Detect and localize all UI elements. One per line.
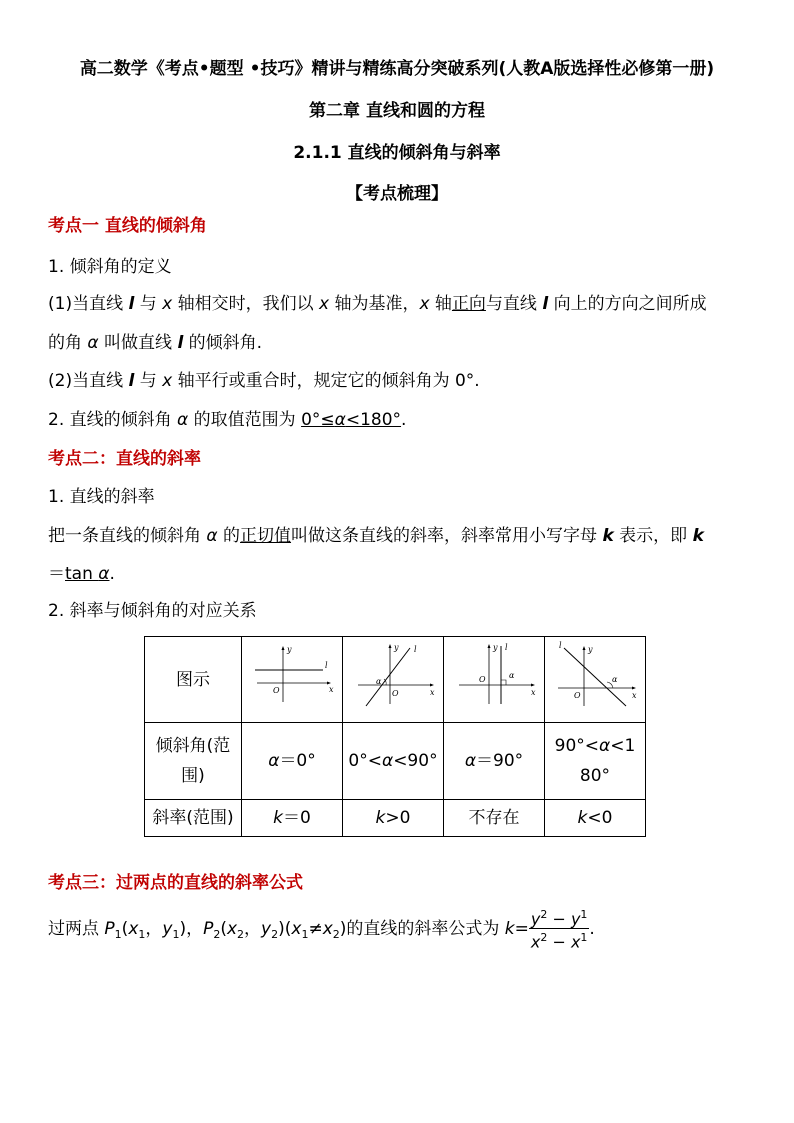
table-row <box>145 723 646 800</box>
point1-paragraph3: (2)当直线 l 与 x 轴平行或重合时，规定它的倾斜角为 0°. <box>48 371 480 391</box>
summary-heading: 【考点梳理】 <box>346 184 448 204</box>
svg-text:y: y <box>394 642 399 652</box>
svg-text:x: x <box>329 684 334 694</box>
point2-item1: 1. 直线的斜率 <box>48 487 155 507</box>
horizontal-line-diagram <box>247 640 337 710</box>
svg-text:α: α <box>376 676 382 686</box>
point3-heading: 考点三：过两点的直线的斜率公式 <box>48 873 303 893</box>
svg-text:O: O <box>392 688 399 698</box>
figure-horizontal-line <box>242 637 343 723</box>
point1-item1: 1. 倾斜角的定义 <box>48 257 172 277</box>
acute-angle-diagram <box>348 640 438 710</box>
table-row <box>145 800 646 837</box>
figure-obtuse-line <box>545 637 646 723</box>
svg-text:y: y <box>493 642 498 652</box>
slope-fraction: $\frac{y^2 - y^1}{x^2 - x^1}$ <box>530 908 588 952</box>
figure-vertical-line <box>444 637 545 723</box>
svg-text:x: x <box>632 690 637 700</box>
point2-item2: 2. 斜率与倾斜角的对应关系 <box>48 601 257 621</box>
point2-paragraph2: ＝tan α. <box>48 564 115 584</box>
row-label-figure: 图示 <box>145 637 242 723</box>
chapter-title: 第二章 直线和圆的方程 <box>309 101 485 121</box>
point1-paragraph2: 的角 α 叫做直线 l 的倾斜角. <box>48 333 263 353</box>
point1-item2: 2. 直线的倾斜角 α 的取值范围为 0°≤α<180°. <box>48 410 407 430</box>
angle-cell: 0°<α<90° <box>343 723 444 800</box>
table-row <box>145 637 646 723</box>
svg-text:x: x <box>430 687 435 697</box>
svg-text:α: α <box>509 670 515 680</box>
svg-text:l: l <box>414 644 417 654</box>
vertical-line-diagram <box>449 640 539 710</box>
slope-cell: 不存在 <box>444 800 545 837</box>
svg-text:α: α <box>612 674 618 684</box>
svg-text:y: y <box>588 644 593 654</box>
slope-formula: 过两点 $P_1(x_1$，$y_1$)，$P_2(x_2$，$y_2)(x_1\ne x_2)$的直线的斜率公式为 k= $\frac{y^2 - y^1}{x^2 - x^1}$ . <box>48 908 595 952</box>
svg-text:l: l <box>559 640 562 650</box>
section-title: 2.1.1 直线的倾斜角与斜率 <box>293 143 501 163</box>
row-label-slope: 斜率(范围) <box>145 800 242 837</box>
angle-cell: α＝90° <box>444 723 545 800</box>
svg-text:l: l <box>505 642 508 652</box>
angle-cell: α＝0° <box>242 723 343 800</box>
svg-text:l: l <box>325 660 328 670</box>
angle-cell: 90°<α<1 80° <box>545 723 646 800</box>
slope-angle-table <box>144 636 646 837</box>
slope-cell: k>0 <box>343 800 444 837</box>
point2-heading: 考点二：直线的斜率 <box>48 449 201 469</box>
svg-text:y: y <box>287 644 292 654</box>
point1-paragraph1: (1)当直线 l 与 x 轴相交时，我们以 x 轴为基准，x 轴正向与直线 l 向上的方向之间所成 <box>48 294 707 314</box>
figure-acute-line <box>343 637 444 723</box>
row-label-angle: 倾斜角(范 围) <box>145 723 242 800</box>
point2-paragraph1: 把一条直线的倾斜角 α 的正切值叫做这条直线的斜率，斜率常用小写字母 k 表示，即 k <box>48 526 704 546</box>
obtuse-angle-diagram <box>550 640 640 710</box>
point1-heading: 考点一 直线的倾斜角 <box>48 216 207 236</box>
svg-text:O: O <box>273 685 280 695</box>
slope-cell: k<0 <box>545 800 646 837</box>
slope-cell: k＝0 <box>242 800 343 837</box>
svg-text:O: O <box>574 690 581 700</box>
svg-text:x: x <box>531 687 536 697</box>
series-title: 高二数学《考点•题型 •技巧》精讲与精练高分突破系列(人教A版选择性必修第一册) <box>79 59 715 79</box>
svg-text:O: O <box>479 674 486 684</box>
